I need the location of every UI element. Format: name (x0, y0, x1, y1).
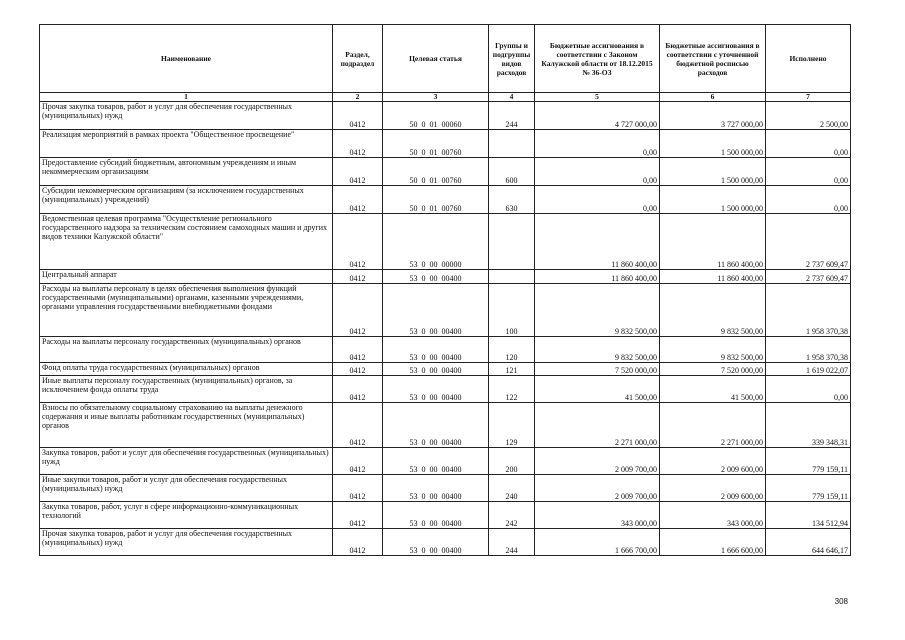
row-target-article: 50 0 01 00760 (383, 186, 489, 214)
row-executed: 1 619 022,07 (766, 363, 851, 376)
row-name: Субсидии некоммерческим организациям (за исключением государственных (муниципальных) учреждений) (40, 186, 333, 214)
column-number: 1 (40, 93, 333, 102)
row-name: Центральный аппарат (40, 270, 333, 284)
table-row (40, 270, 851, 284)
row-target-article: 53 0 00 00400 (383, 337, 489, 363)
header-executed: Исполнено (766, 25, 851, 93)
table-row (40, 284, 851, 337)
row-budget-law: 0,00 (535, 158, 660, 186)
page-number: 308 (834, 597, 848, 606)
column-number: 5 (535, 93, 660, 102)
row-executed: 1 958 370,38 (766, 284, 851, 337)
row-executed: 0,00 (766, 376, 851, 403)
row-section: 0412 (333, 337, 383, 363)
column-number: 3 (383, 93, 489, 102)
row-expense-group: 244 (489, 102, 535, 130)
row-section: 0412 (333, 529, 383, 556)
row-budget-revised: 2 009 600,00 (660, 475, 766, 502)
row-budget-law: 0,00 (535, 130, 660, 158)
table-row (40, 102, 851, 130)
row-expense-group (489, 214, 535, 270)
column-number-row (40, 93, 851, 102)
row-budget-revised: 343 000,00 (660, 502, 766, 529)
row-executed: 2 737 609,47 (766, 270, 851, 284)
row-name: Реализация мероприятий в рамках проекта "Общественное просвещение" (40, 130, 333, 158)
row-section: 0412 (333, 270, 383, 284)
row-name: Прочая закупка товаров, работ и услуг для обеспечения государственных (муниципальных) нужд (40, 529, 333, 556)
column-number: 4 (489, 93, 535, 102)
row-target-article: 53 0 00 00400 (383, 502, 489, 529)
row-section: 0412 (333, 363, 383, 376)
row-section: 0412 (333, 403, 383, 448)
row-expense-group: 630 (489, 186, 535, 214)
table-row (40, 529, 851, 556)
row-budget-revised: 3 727 000,00 (660, 102, 766, 130)
row-name: Закупка товаров, работ и услуг для обеспечения государственных (муниципальных) нужд (40, 448, 333, 475)
row-budget-law: 2 009 700,00 (535, 475, 660, 502)
header-section: Раздел, подраздел (333, 25, 383, 93)
row-section: 0412 (333, 376, 383, 403)
row-budget-law: 2 271 000,00 (535, 403, 660, 448)
table-body (40, 102, 851, 556)
row-target-article: 53 0 00 00400 (383, 448, 489, 475)
table-row (40, 363, 851, 376)
row-executed: 2 737 609,47 (766, 214, 851, 270)
row-target-article: 53 0 00 00400 (383, 376, 489, 403)
header-expense-group: Группы и подгруппы видов расходов (489, 25, 535, 93)
budget-table (39, 24, 851, 556)
row-budget-revised: 1 500 000,00 (660, 158, 766, 186)
row-budget-revised: 41 500,00 (660, 376, 766, 403)
row-expense-group: 200 (489, 448, 535, 475)
row-budget-revised: 1 500 000,00 (660, 130, 766, 158)
row-section: 0412 (333, 475, 383, 502)
row-target-article: 53 0 00 00400 (383, 475, 489, 502)
row-expense-group: 120 (489, 337, 535, 363)
row-target-article: 50 0 01 00760 (383, 130, 489, 158)
row-executed: 0,00 (766, 186, 851, 214)
table-row (40, 158, 851, 186)
row-name: Расходы на выплаты персоналу государственных (муниципальных) органов (40, 337, 333, 363)
row-expense-group (489, 130, 535, 158)
row-executed: 134 512,94 (766, 502, 851, 529)
row-name: Расходы на выплаты персоналу в целях обеспечения выполнения функций государственными (муниципальными) органами, казенными учреждениями, органами управления государственными внебюджетными фондами (40, 284, 333, 337)
row-expense-group: 240 (489, 475, 535, 502)
row-budget-revised: 11 860 400,00 (660, 270, 766, 284)
row-executed: 779 159,11 (766, 448, 851, 475)
table-row (40, 130, 851, 158)
row-section: 0412 (333, 502, 383, 529)
row-section: 0412 (333, 186, 383, 214)
row-name: Предоставление субсидий бюджетным, автономным учреждениям и иным некоммерческим организациям (40, 158, 333, 186)
row-target-article: 53 0 00 00000 (383, 214, 489, 270)
row-budget-revised: 1 500 000,00 (660, 186, 766, 214)
row-executed: 1 958 370,38 (766, 337, 851, 363)
row-target-article: 53 0 00 00400 (383, 403, 489, 448)
column-number: 6 (660, 93, 766, 102)
row-section: 0412 (333, 130, 383, 158)
row-budget-law: 9 832 500,00 (535, 337, 660, 363)
row-budget-revised: 7 520 000,00 (660, 363, 766, 376)
table-row (40, 376, 851, 403)
budget-table-page (39, 24, 850, 556)
row-budget-law: 4 727 000,00 (535, 102, 660, 130)
row-name: Иные закупки товаров, работ и услуг для обеспечения государственных (муниципальных) нужд (40, 475, 333, 502)
row-name: Иные выплаты персоналу государственных (муниципальных) органов, за исключением фонда оплаты труда (40, 376, 333, 403)
table-row (40, 448, 851, 475)
row-target-article: 53 0 00 00400 (383, 529, 489, 556)
row-target-article: 53 0 00 00400 (383, 363, 489, 376)
row-name: Закупка товаров, работ, услуг в сфере информационно-коммуникационных технологий (40, 502, 333, 529)
header-row (40, 25, 851, 93)
row-section: 0412 (333, 102, 383, 130)
row-executed: 2 500,00 (766, 102, 851, 130)
row-expense-group (489, 270, 535, 284)
row-executed: 0,00 (766, 158, 851, 186)
table-row (40, 502, 851, 529)
row-name: Фонд оплаты труда государственных (муниципальных) органов (40, 363, 333, 376)
row-expense-group: 100 (489, 284, 535, 337)
row-budget-revised: 9 832 500,00 (660, 284, 766, 337)
column-number: 7 (766, 93, 851, 102)
row-expense-group: 129 (489, 403, 535, 448)
row-section: 0412 (333, 158, 383, 186)
row-target-article: 50 0 01 00060 (383, 102, 489, 130)
row-section: 0412 (333, 448, 383, 475)
row-budget-revised: 9 832 500,00 (660, 337, 766, 363)
row-target-article: 53 0 00 00400 (383, 284, 489, 337)
table-row (40, 403, 851, 448)
row-target-article: 50 0 01 00760 (383, 158, 489, 186)
row-name: Взносы по обязательному социальному страхованию на выплаты денежного содержания и иные выплаты работникам государственных (муниципальных) органов (40, 403, 333, 448)
row-executed: 339 348,31 (766, 403, 851, 448)
row-budget-revised: 11 860 400,00 (660, 214, 766, 270)
table-row (40, 475, 851, 502)
row-budget-law: 343 000,00 (535, 502, 660, 529)
row-budget-law: 11 860 400,00 (535, 270, 660, 284)
row-budget-revised: 2 009 600,00 (660, 448, 766, 475)
row-name: Прочая закупка товаров, работ и услуг для обеспечения государственных (муниципальных) нужд (40, 102, 333, 130)
row-expense-group: 242 (489, 502, 535, 529)
row-expense-group: 600 (489, 158, 535, 186)
table-row (40, 337, 851, 363)
row-target-article: 53 0 00 00400 (383, 270, 489, 284)
table-row (40, 214, 851, 270)
header-target-article: Целевая статья (383, 25, 489, 93)
row-expense-group: 122 (489, 376, 535, 403)
header-name: Наименование (40, 25, 333, 93)
row-expense-group: 121 (489, 363, 535, 376)
row-name: Ведомственная целевая программа "Осуществление регионального государственного надзора за техническим состоянием самоходных машин и других видов техники Калужской области" (40, 214, 333, 270)
header-budget-revised: Бюджетные ассигнования в соответствии с уточненной бюджетной росписью расходов (660, 25, 766, 93)
column-number: 2 (333, 93, 383, 102)
row-budget-law: 2 009 700,00 (535, 448, 660, 475)
row-budget-law: 11 860 400,00 (535, 214, 660, 270)
row-budget-law: 7 520 000,00 (535, 363, 660, 376)
header-budget-law: Бюджетные ассигнования в соответствии с Законом Калужской области от 18.12.2015 № 36-ОЗ (535, 25, 660, 93)
row-budget-revised: 1 666 600,00 (660, 529, 766, 556)
table-row (40, 186, 851, 214)
row-section: 0412 (333, 284, 383, 337)
row-budget-revised: 2 271 000,00 (660, 403, 766, 448)
row-budget-law: 0,00 (535, 186, 660, 214)
row-executed: 644 646,17 (766, 529, 851, 556)
row-executed: 779 159,11 (766, 475, 851, 502)
row-section: 0412 (333, 214, 383, 270)
row-budget-law: 9 832 500,00 (535, 284, 660, 337)
row-budget-law: 41 500,00 (535, 376, 660, 403)
row-executed: 0,00 (766, 130, 851, 158)
row-expense-group: 244 (489, 529, 535, 556)
row-budget-law: 1 666 700,00 (535, 529, 660, 556)
